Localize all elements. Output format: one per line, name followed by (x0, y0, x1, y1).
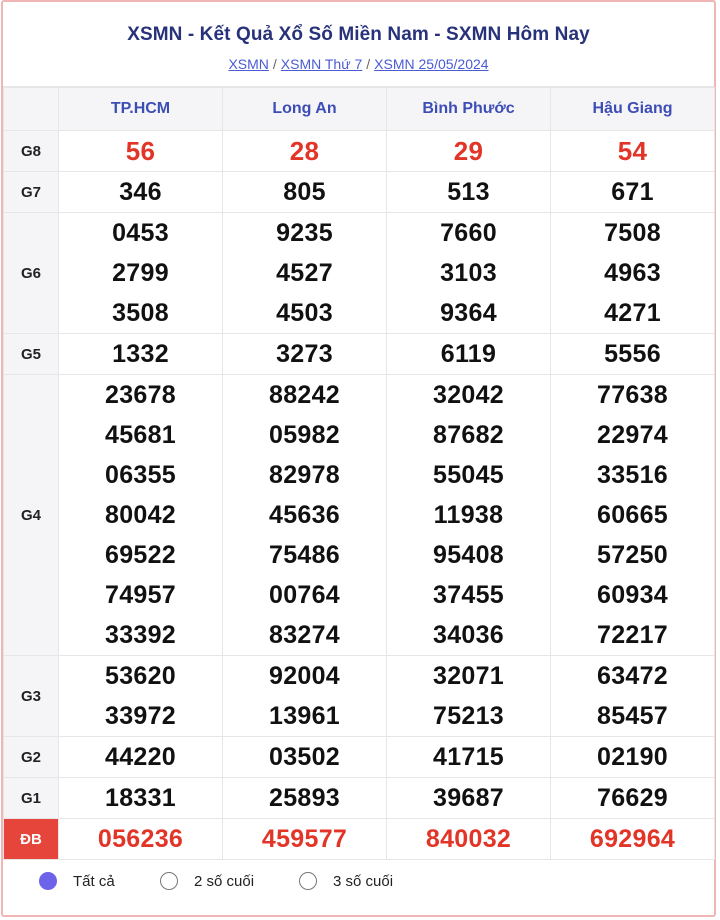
result-number: 4527 (276, 259, 333, 287)
result-cell-tp-hcm (59, 172, 223, 213)
result-number: 29 (453, 136, 484, 166)
result-number: 54 (617, 136, 648, 166)
radio-all[interactable] (39, 872, 57, 890)
result-cell-tp-hcm (59, 213, 223, 334)
result-cell-binh-phuoc (387, 778, 551, 819)
prize-row-g4 (4, 375, 715, 656)
results-body (4, 131, 715, 860)
result-number: 63472 (596, 662, 669, 690)
result-cell-tp-hcm (59, 656, 223, 737)
result-number: 840032 (425, 825, 512, 853)
breadcrumb-xsmn-date[interactable]: XSMN 25/05/2024 (374, 56, 489, 72)
page-title: XSMN - Kết Quả Xổ Số Miền Nam - SXMN Hôm Nay (127, 24, 590, 45)
result-number: 44220 (104, 743, 177, 771)
breadcrumb-separator: / (366, 56, 371, 72)
result-number: 4271 (604, 299, 661, 327)
result-number: 75213 (432, 702, 505, 730)
result-number: 3273 (276, 340, 333, 368)
result-number: 1332 (112, 340, 169, 368)
prize-row-g7 (4, 172, 715, 213)
results-panel (1, 0, 716, 917)
breadcrumb-xsmn-thu-7[interactable]: XSMN Thứ 7 (280, 56, 363, 72)
result-number: 7508 (604, 219, 661, 247)
result-number: 82978 (268, 461, 341, 489)
result-number: 459577 (261, 825, 348, 853)
result-number: 39687 (432, 784, 505, 812)
filter-last-3-label: 3 số cuối (333, 872, 394, 890)
prize-label: G6 (4, 213, 59, 334)
prize-row-g5 (4, 334, 715, 375)
result-number: 34036 (432, 621, 505, 649)
result-number: 45681 (104, 421, 177, 449)
result-number: 95408 (432, 541, 505, 569)
result-number: 74957 (104, 581, 177, 609)
result-number: 2799 (112, 259, 169, 287)
result-number: 02190 (596, 743, 669, 771)
breadcrumb-separator: / (272, 56, 277, 72)
prize-label: ĐB (4, 819, 59, 860)
result-number: 32071 (432, 662, 505, 690)
result-number: 06355 (104, 461, 177, 489)
result-number: 9364 (440, 299, 497, 327)
result-cell-long-an (223, 375, 387, 656)
result-cell-hau-giang (551, 656, 715, 737)
result-cell-long-an (223, 656, 387, 737)
result-number: 56 (125, 136, 156, 166)
result-number: 4503 (276, 299, 333, 327)
result-number: 9235 (276, 219, 333, 247)
result-number: 18331 (104, 784, 177, 812)
result-cell-binh-phuoc (387, 172, 551, 213)
result-number: 88242 (268, 381, 341, 409)
result-cell-tp-hcm (59, 334, 223, 375)
result-number: 0453 (112, 219, 169, 247)
result-cell-binh-phuoc (387, 334, 551, 375)
result-cell-long-an (223, 213, 387, 334)
result-cell-binh-phuoc (387, 213, 551, 334)
result-cell-binh-phuoc (387, 737, 551, 778)
result-number: 41715 (432, 743, 505, 771)
prize-label: G2 (4, 737, 59, 778)
result-cell-hau-giang (551, 213, 715, 334)
result-cell-hau-giang (551, 334, 715, 375)
result-cell-tp-hcm (59, 375, 223, 656)
result-number: 056236 (97, 825, 184, 853)
filter-all-label: Tất cả (73, 872, 115, 890)
result-number: 03502 (268, 743, 341, 771)
result-number: 32042 (432, 381, 505, 409)
result-number: 75486 (268, 541, 341, 569)
result-number: 60665 (596, 501, 669, 529)
radio-last-3-digits[interactable] (299, 872, 317, 890)
result-number: 13961 (268, 702, 341, 730)
result-number: 671 (611, 178, 654, 206)
breadcrumb-xsmn[interactable]: XSMN (228, 56, 269, 72)
result-number: 80042 (104, 501, 177, 529)
result-number: 05982 (268, 421, 341, 449)
province-hau-giang[interactable]: Hậu Giang (551, 88, 715, 131)
filter-last-2-label: 2 số cuối (194, 872, 255, 890)
province-tp-hcm[interactable]: TP.HCM (59, 88, 223, 131)
prize-label: G4 (4, 375, 59, 656)
result-cell-hau-giang (551, 737, 715, 778)
result-cell-long-an (223, 131, 387, 172)
result-number: 805 (283, 178, 326, 206)
result-number: 513 (447, 178, 490, 206)
result-number: 57250 (596, 541, 669, 569)
filter-last-2-digits[interactable] (160, 872, 254, 890)
filter-all[interactable] (39, 872, 115, 890)
prize-label: G7 (4, 172, 59, 213)
result-number: 83274 (268, 621, 341, 649)
result-number: 7660 (440, 219, 497, 247)
result-cell-long-an (223, 334, 387, 375)
result-number: 33392 (104, 621, 177, 649)
result-number: 53620 (104, 662, 177, 690)
result-number: 22974 (596, 421, 669, 449)
result-cell-long-an (223, 778, 387, 819)
result-number: 11938 (433, 501, 504, 529)
result-number: 5556 (604, 340, 661, 368)
result-cell-hau-giang (551, 778, 715, 819)
prize-row-g1 (4, 778, 715, 819)
results-table (3, 87, 715, 860)
filter-last-3-digits[interactable] (299, 872, 393, 890)
prize-label: G1 (4, 778, 59, 819)
result-number: 72217 (596, 621, 669, 649)
result-cell-tp-hcm (59, 131, 223, 172)
result-cell-tp-hcm (59, 737, 223, 778)
result-number: 85457 (596, 702, 669, 730)
result-number: 60934 (596, 581, 669, 609)
header-corner (4, 88, 59, 131)
radio-last-2-digits[interactable] (160, 872, 178, 890)
result-number: 33516 (596, 461, 669, 489)
result-number: 69522 (104, 541, 177, 569)
result-number: 92004 (268, 662, 341, 690)
result-number: 346 (119, 178, 162, 206)
result-number: 28 (289, 136, 320, 166)
results-header (3, 2, 714, 87)
prize-row-g6 (4, 213, 715, 334)
prize-label: G8 (4, 131, 59, 172)
result-cell-binh-phuoc (387, 131, 551, 172)
digit-filter-group (3, 848, 714, 916)
prize-row-g2 (4, 737, 715, 778)
result-number: 4963 (604, 259, 661, 287)
result-number: 3508 (112, 299, 169, 327)
result-number: 76629 (596, 784, 669, 812)
breadcrumb (3, 56, 714, 72)
result-cell-tp-hcm (59, 778, 223, 819)
result-number: 77638 (596, 381, 669, 409)
prize-label: G5 (4, 334, 59, 375)
result-cell-hau-giang (551, 375, 715, 656)
province-binh-phuoc[interactable]: Bình Phước (387, 88, 551, 131)
prize-row-g3 (4, 656, 715, 737)
province-long-an[interactable]: Long An (223, 88, 387, 131)
result-cell-hau-giang (551, 131, 715, 172)
result-cell-hau-giang (551, 172, 715, 213)
result-number: 87682 (432, 421, 505, 449)
result-cell-binh-phuoc (387, 375, 551, 656)
prize-label: G3 (4, 656, 59, 737)
result-number: 33972 (104, 702, 177, 730)
prize-row-g8 (4, 131, 715, 172)
result-number: 00764 (268, 581, 341, 609)
result-number: 3103 (440, 259, 497, 287)
result-number: 23678 (104, 381, 177, 409)
result-cell-binh-phuoc (387, 656, 551, 737)
result-number: 6119 (440, 340, 497, 368)
result-number: 692964 (589, 825, 676, 853)
result-number: 25893 (268, 784, 341, 812)
province-header-row (4, 88, 715, 131)
result-number: 55045 (432, 461, 505, 489)
result-number: 45636 (268, 501, 341, 529)
result-cell-long-an (223, 172, 387, 213)
result-number: 37455 (432, 581, 505, 609)
result-cell-long-an (223, 737, 387, 778)
